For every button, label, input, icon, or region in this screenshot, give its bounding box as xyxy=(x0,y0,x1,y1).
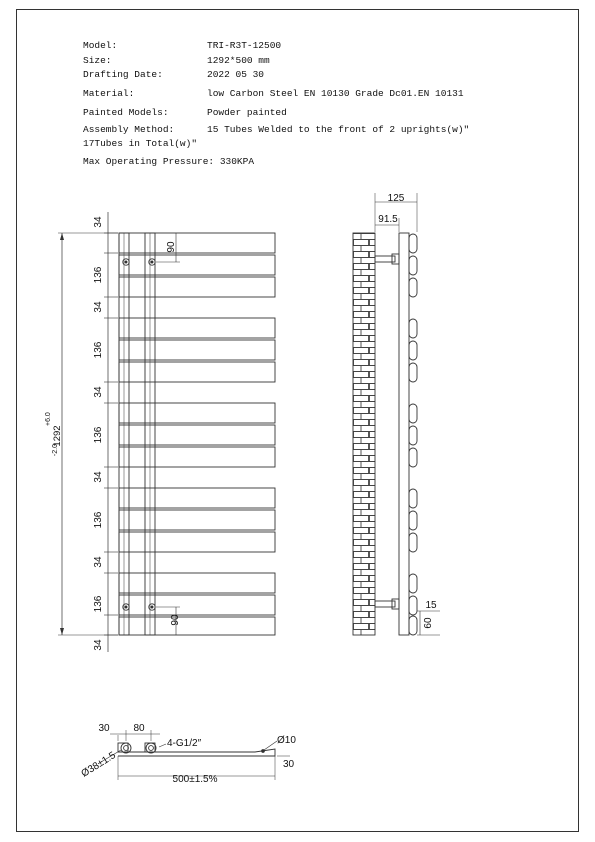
top-connection-points xyxy=(123,259,155,265)
tube-depth-label: 60 xyxy=(423,617,434,629)
size-value: 1292*500 mm xyxy=(207,55,270,66)
side-tube-profiles xyxy=(409,234,417,635)
plan-inlet-left xyxy=(121,743,131,753)
tube-gap-label: 15 xyxy=(425,600,437,611)
tolerance-plus: +6.0 xyxy=(45,412,52,426)
plan-tube-body xyxy=(118,749,275,756)
dim-inlet-top-label: 90 xyxy=(166,241,177,253)
overall-height-label: 1292 xyxy=(52,425,63,447)
dim-gap-label-4: 136 xyxy=(93,511,104,529)
dim-gap-label-2: 136 xyxy=(93,341,104,359)
front-view xyxy=(58,212,275,652)
assembly-method-label: Assembly Method: xyxy=(83,124,175,135)
tolerance-minus: -2.0 xyxy=(52,444,59,457)
dim-inlet-bottom-label: 90 xyxy=(170,614,181,626)
tube-group-3 xyxy=(119,403,275,467)
hole-diameter-label: Ø10 xyxy=(277,735,296,746)
dim-top-label-3: 34 xyxy=(93,386,104,398)
wall-distance-label: 91.5 xyxy=(378,214,398,225)
dim-gap-label-1: 136 xyxy=(93,266,104,284)
dim-top-label-5: 34 xyxy=(93,556,104,568)
model-value: TRI-R3T-12500 xyxy=(207,40,282,51)
painted-models-value: Powder painted xyxy=(207,107,287,118)
tube-group-5 xyxy=(119,573,275,635)
painted-models-label: Painted Models: xyxy=(83,107,169,118)
dim-bottom-label: 34 xyxy=(93,639,104,651)
size-label: Size: xyxy=(83,55,112,66)
dim-top-label-4: 34 xyxy=(93,471,104,483)
plan-inlet-right xyxy=(146,743,156,753)
max-pressure-text: Max Operating Pressure: 330KPA xyxy=(83,156,255,167)
depth-label: 125 xyxy=(387,193,405,204)
plan-width-label: 500±1.5% xyxy=(172,774,218,785)
plan-offset-label: 30 xyxy=(98,723,110,734)
tube-group-1 xyxy=(119,233,275,297)
plan-center-label: 80 xyxy=(133,723,145,734)
drafting-date-value: 2022 05 30 xyxy=(207,69,265,80)
drafting-date-label: Drafting Date: xyxy=(83,69,163,80)
side-dimension-labels xyxy=(378,193,437,629)
tubes-total-text: 17Tubes in Total(w)″ xyxy=(83,138,198,149)
dim-gap-label-3: 136 xyxy=(93,426,104,444)
plan-thickness-label: 30 xyxy=(283,759,295,770)
side-view xyxy=(353,193,440,635)
wall-section xyxy=(353,233,375,635)
front-dimension-labels xyxy=(45,216,181,651)
material-label: Material: xyxy=(83,88,135,99)
side-upright xyxy=(399,233,409,635)
wall-bracket-top xyxy=(375,254,399,264)
thread-spec-label: 4-G1/2″ xyxy=(167,738,202,749)
bottom-connection-points xyxy=(123,604,155,610)
model-label: Model: xyxy=(83,40,118,51)
wall-bracket-bottom xyxy=(375,599,399,609)
tube-group-4 xyxy=(119,488,275,552)
assembly-method-value: 15 Tubes Welded to the front of 2 uprights(w)″ xyxy=(207,124,470,135)
plan-diameter-label: Ø38±1.5 xyxy=(79,750,118,780)
dim-top-label: 34 xyxy=(93,216,104,228)
tube-group-2 xyxy=(119,318,275,382)
material-value: low Carbon Steel EN 10130 Grade Dc01.EN 10131 xyxy=(207,88,464,99)
dim-top-label-2: 34 xyxy=(93,301,104,313)
dim-gap-label-5: 136 xyxy=(93,595,104,613)
